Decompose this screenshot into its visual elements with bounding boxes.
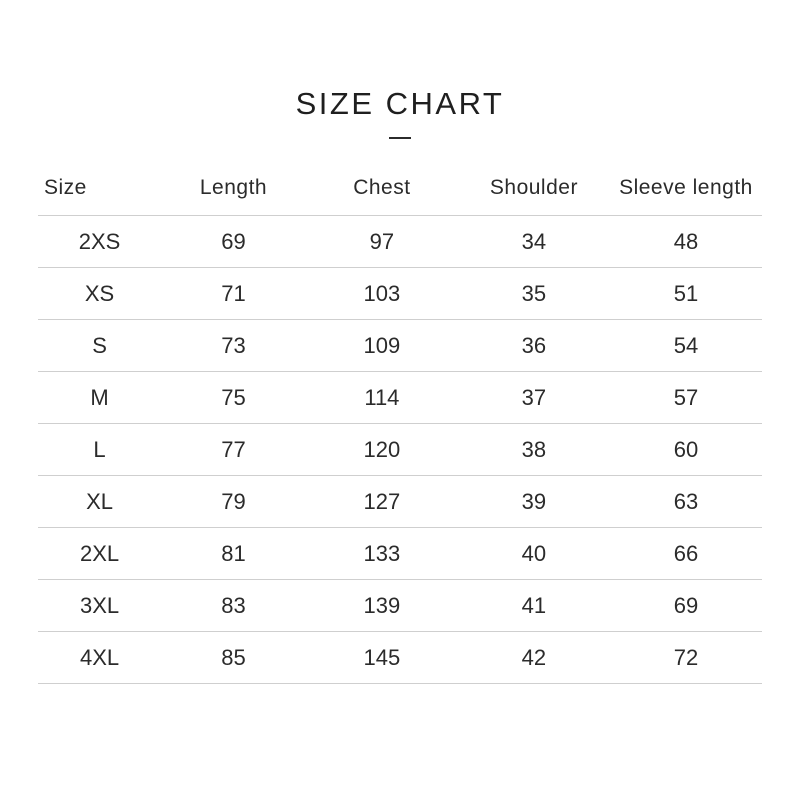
cell-chest: 139 xyxy=(306,580,458,632)
table-row xyxy=(38,216,762,268)
cell-shoulder: 34 xyxy=(458,216,610,268)
cell-sleeve-length: 66 xyxy=(610,528,762,580)
table-row xyxy=(38,372,762,424)
cell-chest: 97 xyxy=(306,216,458,268)
cell-chest: 120 xyxy=(306,424,458,476)
cell-length: 71 xyxy=(161,268,306,320)
cell-shoulder: 42 xyxy=(458,632,610,684)
column-header-sleeve-length: Sleeve length xyxy=(610,159,762,216)
table-row xyxy=(38,268,762,320)
cell-size: XL xyxy=(38,476,161,528)
cell-sleeve-length: 72 xyxy=(610,632,762,684)
cell-sleeve-length: 54 xyxy=(610,320,762,372)
cell-length: 75 xyxy=(161,372,306,424)
cell-chest: 114 xyxy=(306,372,458,424)
cell-size: 2XS xyxy=(38,216,161,268)
column-header-length: Length xyxy=(161,159,306,216)
table-row xyxy=(38,424,762,476)
cell-chest: 127 xyxy=(306,476,458,528)
cell-size: 3XL xyxy=(38,580,161,632)
cell-size: S xyxy=(38,320,161,372)
cell-length: 79 xyxy=(161,476,306,528)
cell-length: 85 xyxy=(161,632,306,684)
cell-chest: 145 xyxy=(306,632,458,684)
table-row xyxy=(38,580,762,632)
table-header xyxy=(38,159,762,216)
column-header-size: Size xyxy=(38,159,161,216)
table-body xyxy=(38,216,762,684)
cell-length: 81 xyxy=(161,528,306,580)
cell-shoulder: 38 xyxy=(458,424,610,476)
cell-sleeve-length: 51 xyxy=(610,268,762,320)
cell-shoulder: 37 xyxy=(458,372,610,424)
table-row xyxy=(38,476,762,528)
cell-shoulder: 36 xyxy=(458,320,610,372)
cell-sleeve-length: 57 xyxy=(610,372,762,424)
cell-shoulder: 40 xyxy=(458,528,610,580)
size-chart-table xyxy=(38,159,762,684)
column-header-shoulder: Shoulder xyxy=(458,159,610,216)
size-chart-table-wrapper xyxy=(0,159,800,684)
page-title: SIZE CHART xyxy=(295,86,505,121)
cell-size: 4XL xyxy=(38,632,161,684)
cell-length: 83 xyxy=(161,580,306,632)
table-row xyxy=(38,320,762,372)
cell-size: 2XL xyxy=(38,528,161,580)
column-header-chest: Chest xyxy=(306,159,458,216)
table-row xyxy=(38,528,762,580)
table-row xyxy=(38,632,762,684)
cell-length: 73 xyxy=(161,320,306,372)
cell-chest: 103 xyxy=(306,268,458,320)
cell-length: 69 xyxy=(161,216,306,268)
cell-chest: 133 xyxy=(306,528,458,580)
cell-shoulder: 41 xyxy=(458,580,610,632)
cell-sleeve-length: 63 xyxy=(610,476,762,528)
cell-size: L xyxy=(38,424,161,476)
cell-shoulder: 35 xyxy=(458,268,610,320)
cell-sleeve-length: 48 xyxy=(610,216,762,268)
cell-size: M xyxy=(38,372,161,424)
cell-chest: 109 xyxy=(306,320,458,372)
cell-shoulder: 39 xyxy=(458,476,610,528)
cell-sleeve-length: 69 xyxy=(610,580,762,632)
cell-size: XS xyxy=(38,268,161,320)
cell-length: 77 xyxy=(161,424,306,476)
table-header-row xyxy=(38,159,762,216)
title-divider xyxy=(389,137,411,139)
cell-sleeve-length: 60 xyxy=(610,424,762,476)
